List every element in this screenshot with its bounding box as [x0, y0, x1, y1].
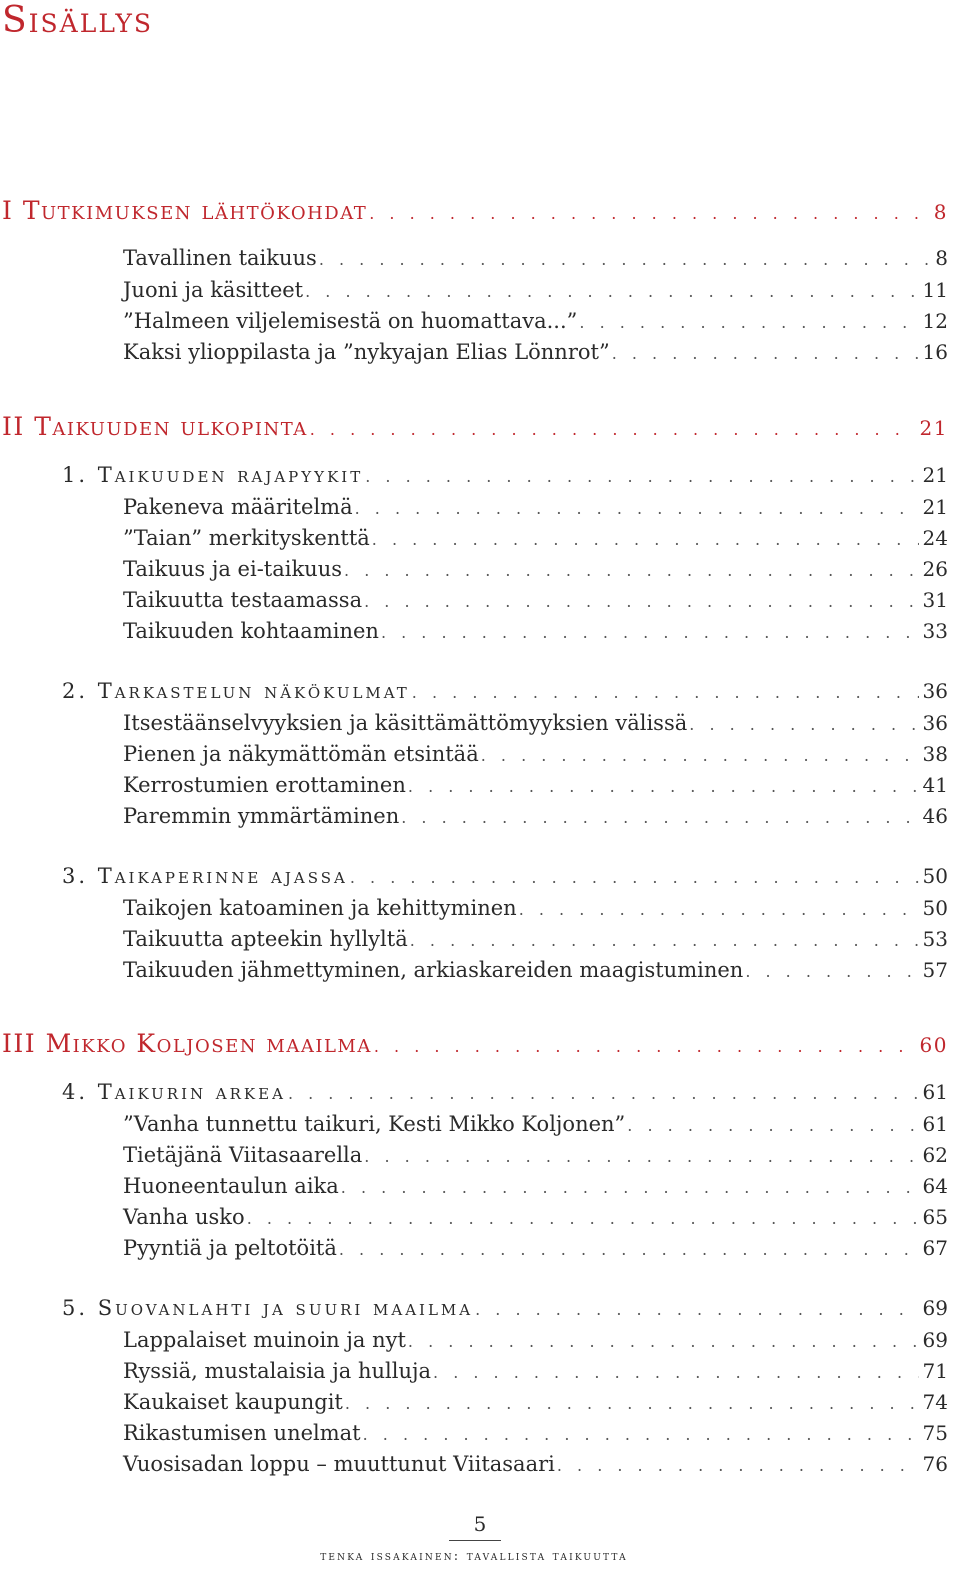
- leader-dots: [319, 250, 931, 269]
- toc-section-label: Taikojen katoaminen ja kehittyminen: [123, 896, 517, 920]
- toc-section-label: Vanha usko: [123, 1205, 245, 1229]
- leader-dots: [408, 777, 919, 796]
- toc-part-entry[interactable]: [2, 196, 948, 225]
- toc-page-number: 21: [922, 495, 948, 519]
- leader-dots: [689, 715, 918, 734]
- toc-chapter-label: 1. Taikuuden rajapyykit: [62, 463, 364, 487]
- leader-dots: [408, 1332, 919, 1351]
- toc-page-number: 46: [922, 804, 948, 828]
- toc-section-label: Taikuutta apteekin hyllyltä: [123, 927, 408, 951]
- leader-dots: [557, 1456, 919, 1475]
- toc-chapter-label: 5. Suovanlahti ja suuri maailma: [62, 1296, 474, 1320]
- toc-section-entry[interactable]: [123, 340, 948, 364]
- leader-dots: [247, 1209, 919, 1228]
- leader-dots: [374, 1037, 916, 1056]
- toc-page-number: 50: [922, 896, 948, 920]
- toc-section-label: Tavallinen taikuus: [123, 246, 317, 270]
- toc-chapter-entry[interactable]: [62, 1296, 948, 1320]
- toc-page-number: 33: [922, 619, 948, 643]
- leader-dots: [401, 808, 918, 827]
- leader-dots: [627, 1116, 918, 1135]
- leader-dots: [372, 530, 919, 549]
- toc-page-number: 71: [922, 1359, 948, 1383]
- toc-page-number: 57: [922, 958, 948, 982]
- toc-section-entry[interactable]: [123, 1143, 948, 1167]
- toc-page-number: 31: [922, 588, 948, 612]
- toc-section-entry[interactable]: [123, 742, 948, 766]
- toc-page-number: 50: [922, 864, 948, 888]
- toc-section-label: Vuosisadan loppu – muuttunut Viitasaari: [123, 1452, 555, 1476]
- toc-page-number: 69: [922, 1328, 948, 1352]
- toc-chapter-entry[interactable]: [62, 1080, 948, 1104]
- toc-section-label: Juoni ja käsitteet: [123, 278, 304, 302]
- leader-dots: [310, 420, 916, 439]
- leader-dots: [305, 282, 918, 301]
- leader-dots: [341, 1178, 919, 1197]
- toc-section-entry[interactable]: [123, 958, 948, 982]
- toc-section-entry[interactable]: [123, 896, 948, 920]
- leader-dots: [344, 561, 919, 580]
- toc-section-entry[interactable]: [123, 557, 948, 581]
- toc-section-label: ”Taian” merkityskenttä: [123, 526, 370, 550]
- page-number: 5: [473, 1512, 487, 1536]
- toc-page-number: 21: [922, 463, 948, 487]
- toc-section-label: Kerrostumien erottaminen: [123, 773, 406, 797]
- toc-page-number: 38: [922, 742, 948, 766]
- toc-section-label: Pienen ja näkymättömän etsintää: [123, 742, 479, 766]
- toc-page-number: 36: [922, 679, 948, 703]
- toc-section-entry[interactable]: [123, 1205, 948, 1229]
- toc-page-number: 65: [922, 1205, 948, 1229]
- toc-page-number: 41: [922, 773, 948, 797]
- page-title: Sisällys: [2, 0, 153, 41]
- toc-section-label: Pakeneva määritelmä: [123, 495, 353, 519]
- toc-page-number: 21: [919, 416, 948, 440]
- toc-part-label: II Taikuuden ulkopinta: [2, 412, 308, 441]
- toc-page-number: 64: [922, 1174, 948, 1198]
- toc-section-entry[interactable]: [123, 804, 948, 828]
- leader-dots: [288, 1084, 919, 1103]
- leader-dots: [475, 1300, 918, 1319]
- toc-chapter-entry[interactable]: [62, 864, 948, 888]
- leader-dots: [519, 900, 919, 919]
- toc-page-number: 26: [922, 557, 948, 581]
- footer-divider: [449, 1540, 501, 1541]
- toc-part-entry[interactable]: [2, 412, 948, 441]
- toc-section-label: Itsestäänselvyyksien ja käsittämättömyyksien välissä: [123, 711, 688, 735]
- toc-section-label: Pyyntiä ja peltotöitä: [123, 1236, 337, 1260]
- toc-chapter-entry[interactable]: [62, 679, 948, 703]
- toc-page-number: 11: [922, 278, 948, 302]
- toc-section-entry[interactable]: [123, 711, 948, 735]
- toc-section-entry[interactable]: [123, 1328, 948, 1352]
- toc-section-entry[interactable]: [123, 526, 948, 550]
- toc-section-entry[interactable]: [123, 246, 948, 270]
- toc-part-label: III Mikko Koljosen maailma: [2, 1029, 372, 1058]
- toc-chapter-label: 4. Taikurin arkea: [62, 1080, 286, 1104]
- toc-section-label: Taikuutta testaamassa: [123, 588, 363, 612]
- toc-page-number: 61: [922, 1112, 948, 1136]
- toc-section-entry[interactable]: [123, 773, 948, 797]
- toc-page-number: 53: [922, 927, 948, 951]
- toc-section-entry[interactable]: [123, 588, 948, 612]
- toc-section-entry[interactable]: [123, 495, 948, 519]
- toc-page-number: 76: [922, 1452, 948, 1476]
- leader-dots: [365, 467, 918, 486]
- leader-dots: [363, 1425, 919, 1444]
- toc-section-label: Taikuus ja ei-taikuus: [123, 557, 343, 581]
- leader-dots: [412, 683, 919, 702]
- leader-dots: [364, 1147, 918, 1166]
- leader-dots: [433, 1363, 919, 1382]
- leader-dots: [364, 592, 918, 611]
- leader-dots: [369, 204, 930, 223]
- toc-page-number: 16: [922, 340, 948, 364]
- toc-section-entry[interactable]: [123, 1236, 948, 1260]
- toc-section-label: Ryssiä, mustalaisia ja hulluja: [123, 1359, 432, 1383]
- leader-dots: [339, 1240, 919, 1259]
- toc-section-entry[interactable]: [123, 1421, 948, 1445]
- toc-section-label: Tietäjänä Viitasaarella: [123, 1143, 363, 1167]
- toc-section-entry[interactable]: [123, 1359, 948, 1383]
- leader-dots: [350, 868, 919, 887]
- toc-page-number: 8: [933, 200, 948, 224]
- toc-section-entry[interactable]: [123, 1390, 948, 1414]
- toc-page-number: 74: [922, 1390, 948, 1414]
- toc-page-number: 12: [922, 309, 948, 333]
- leader-dots: [745, 962, 918, 981]
- toc-section-label: Paremmin ymmärtäminen: [123, 804, 400, 828]
- toc-chapter-label: 3. Taikaperinne ajassa: [62, 864, 348, 888]
- leader-dots: [481, 746, 919, 765]
- toc-section-label: Rikastumisen unelmat: [123, 1421, 361, 1445]
- toc-page-number: 67: [922, 1236, 948, 1260]
- toc-section-entry[interactable]: [123, 309, 948, 333]
- leader-dots: [355, 499, 919, 518]
- leader-dots: [381, 623, 919, 642]
- toc-page-number: 60: [919, 1033, 948, 1057]
- toc-part-label: I Tutkimuksen lähtökohdat: [2, 196, 368, 225]
- toc-section-entry[interactable]: [123, 619, 948, 643]
- toc-section-label: Huoneentaulun aika: [123, 1174, 339, 1198]
- toc-section-label: Kaksi ylioppilasta ja ”nykyajan Elias Lönnrot”: [123, 340, 610, 364]
- toc-page-number: 24: [922, 526, 948, 550]
- toc-page-number: 36: [922, 711, 948, 735]
- toc-page-number: 69: [922, 1296, 948, 1320]
- toc-section-entry[interactable]: [123, 1174, 948, 1198]
- toc-page-number: 8: [935, 246, 948, 270]
- toc-page-number: 75: [922, 1421, 948, 1445]
- toc-section-entry[interactable]: [123, 1112, 948, 1136]
- toc-chapter-entry[interactable]: [62, 463, 948, 487]
- toc-section-entry[interactable]: [123, 1452, 948, 1476]
- toc-page-number: 61: [922, 1080, 948, 1104]
- toc-section-label: Kaukaiset kaupungit: [123, 1390, 343, 1414]
- toc-section-entry[interactable]: [123, 927, 948, 951]
- toc-chapter-label: 2. Tarkastelun näkökulmat: [62, 679, 410, 703]
- leader-dots: [579, 313, 918, 332]
- toc-page-number: 62: [922, 1143, 948, 1167]
- running-footer: tenka issakainen: tavallista taikuutta: [320, 1549, 628, 1564]
- toc-section-label: Taikuuden kohtaaminen: [123, 619, 379, 643]
- leader-dots: [612, 344, 919, 363]
- toc-section-label: Lappalaiset muinoin ja nyt: [123, 1328, 406, 1352]
- leader-dots: [410, 931, 919, 950]
- toc-part-entry[interactable]: [2, 1029, 948, 1058]
- toc-section-label: ”Vanha tunnettu taikuri, Kesti Mikko Koljonen”: [123, 1112, 626, 1136]
- leader-dots: [345, 1394, 919, 1413]
- toc-section-entry[interactable]: [123, 278, 948, 302]
- toc-section-label: Taikuuden jähmettyminen, arkiaskareiden maagistuminen: [123, 958, 744, 982]
- toc-section-label: ”Halmeen viljelemisestä on huomattava...”: [123, 309, 578, 333]
